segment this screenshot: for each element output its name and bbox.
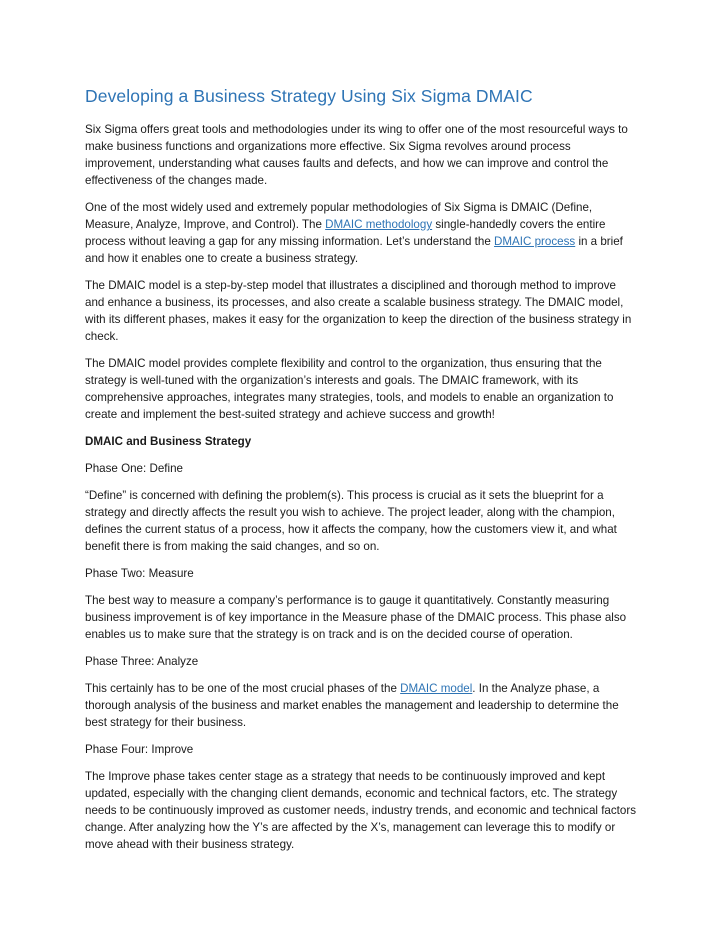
dmaic-process-link[interactable]: DMAIC process <box>494 235 576 248</box>
document-title: Developing a Business Strategy Using Six Sigma DMAIC <box>85 86 533 106</box>
section-heading: DMAIC and Business Strategy <box>85 435 252 448</box>
phase-one-paragraph: “Define” is concerned with defining the problem(s). This process is crucial as it sets the blueprint for a strategy and directly affects the result you wish to achieve. The project leader, along with the champion, defines the current status of a process, how it affects the company, how the customers view it, and what benefit there is from making the said changes, and so on. <box>85 489 617 553</box>
paragraph-text: in a brief and how it enables one to create a business strategy. <box>85 235 623 265</box>
paragraph-text: single-handedly covers the entire process without leaving a gap for any missing information. Let’s understand the <box>85 218 606 248</box>
dmaic-overview-paragraph <box>85 199 637 267</box>
dmaic-model-paragraph: The DMAIC model is a step-by-step model that illustrates a disciplined and thorough method to improve and enhance a business, its processes, and also create a scalable business strategy. The DMAIC model, with its different phases, makes it easy for the organization to keep the direction of the business strategy in check. <box>85 279 632 343</box>
phase-two-paragraph: The best way to measure a company’s performance is to gauge it quantitatively. Constantly measuring business improvement is of key importance in the Measure phase of the DMAIC process. This phase also enables us to make sure that the strategy is on track and is on the decided course of operation. <box>85 594 627 641</box>
phase-three-heading: Phase Three: Analyze <box>85 655 199 668</box>
paragraph-text: One of the most widely used and extremely popular methodologies of Six Sigma is DMAIC (Define, Measure, Analyze, Improve, and Control). The <box>85 201 593 231</box>
dmaic-flexibility-paragraph: The DMAIC model provides complete flexibility and control to the organization, thus ensuring that the strategy is well-tuned with the organization’s interests and goals. The DMAIC framework, with its comprehensive approaches, integrates many strategies, tools, and models to enable an organization to create and implement the best-suited strategy and achieve success and growth! <box>85 357 614 421</box>
paragraph-text: This certainly has to be one of the most crucial phases of the <box>85 682 401 695</box>
phase-three-paragraph <box>85 680 637 731</box>
dmaic-methodology-link[interactable]: DMAIC methodology <box>325 218 433 231</box>
phase-two-heading: Phase Two: Measure <box>85 567 194 580</box>
dmaic-model-link[interactable]: DMAIC model <box>400 682 473 695</box>
document-page <box>85 84 637 863</box>
phase-four-paragraph: The Improve phase takes center stage as a strategy that needs to be continuously improved and kept updated, especially with the changing client demands, economic and technical factors, etc. The strategy needs to be continuously improved as customer needs, industry trends, and economic and technical factors change. After analyzing how the Y’s are affected by the X’s, management can leverage this to modify or move ahead with their business strategy. <box>85 770 637 851</box>
intro-paragraph: Six Sigma offers great tools and methodologies under its wing to offer one of the most resourceful ways to make business functions and organizations more effective. Six Sigma revolves around process improvement, understanding what causes faults and defects, and how we can improve and control the effectiveness of the changes made. <box>85 123 628 187</box>
paragraph-text: . In the Analyze phase, a thorough analysis of the business and market enables the management and leadership to determine the best strategy for their business. <box>85 682 619 729</box>
phase-four-heading: Phase Four: Improve <box>85 743 194 756</box>
phase-one-heading: Phase One: Define <box>85 462 183 475</box>
